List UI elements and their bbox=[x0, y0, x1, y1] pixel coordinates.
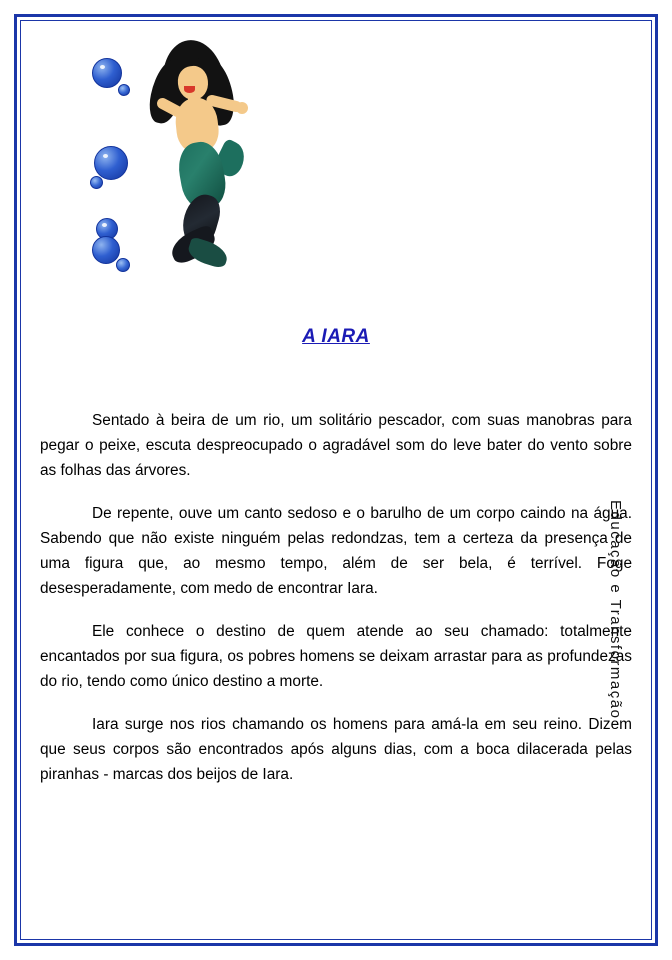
paragraph-2: De repente, ouve um canto sedoso e o barulho de um corpo caindo na água. Sabendo que não existe ninguém pelas redondzas, tem a certeza da presença de uma figura que, ao mesmo tempo, além de ser bela, é terrível. Foge desesperadamente, com medo de encontrar Iara. bbox=[40, 505, 632, 597]
mermaid-figure bbox=[140, 36, 260, 281]
story-body bbox=[40, 408, 632, 787]
paragraph-3: Ele conhece o destino de quem atende ao seu chamado: totalmente encantados por sua figura, os pobres homens se deixam arrastar para as profundezas do rio, tendo como único destino a morte. bbox=[40, 623, 632, 690]
side-note-container bbox=[607, 500, 648, 880]
illustration-iara bbox=[78, 36, 258, 281]
paragraph-4: Iara surge nos rios chamando os homens para amá-la em seu reino. Dizem que seus corpos são encontrados após alguns dias, com a boca dilacerada pelas piranhas - marcas dos beijos de Iara. bbox=[40, 716, 632, 783]
page-title bbox=[0, 326, 672, 348]
paragraph-1: Sentado à beira de um rio, um solitário pescador, com suas manobras para pegar o peixe, escuta despreocupado o agradável som do leve bater do vento sobre as folhas das árvores. bbox=[40, 412, 632, 479]
page-title-text: A IARA bbox=[302, 326, 370, 347]
side-note: Educação e Transformação bbox=[607, 500, 624, 720]
